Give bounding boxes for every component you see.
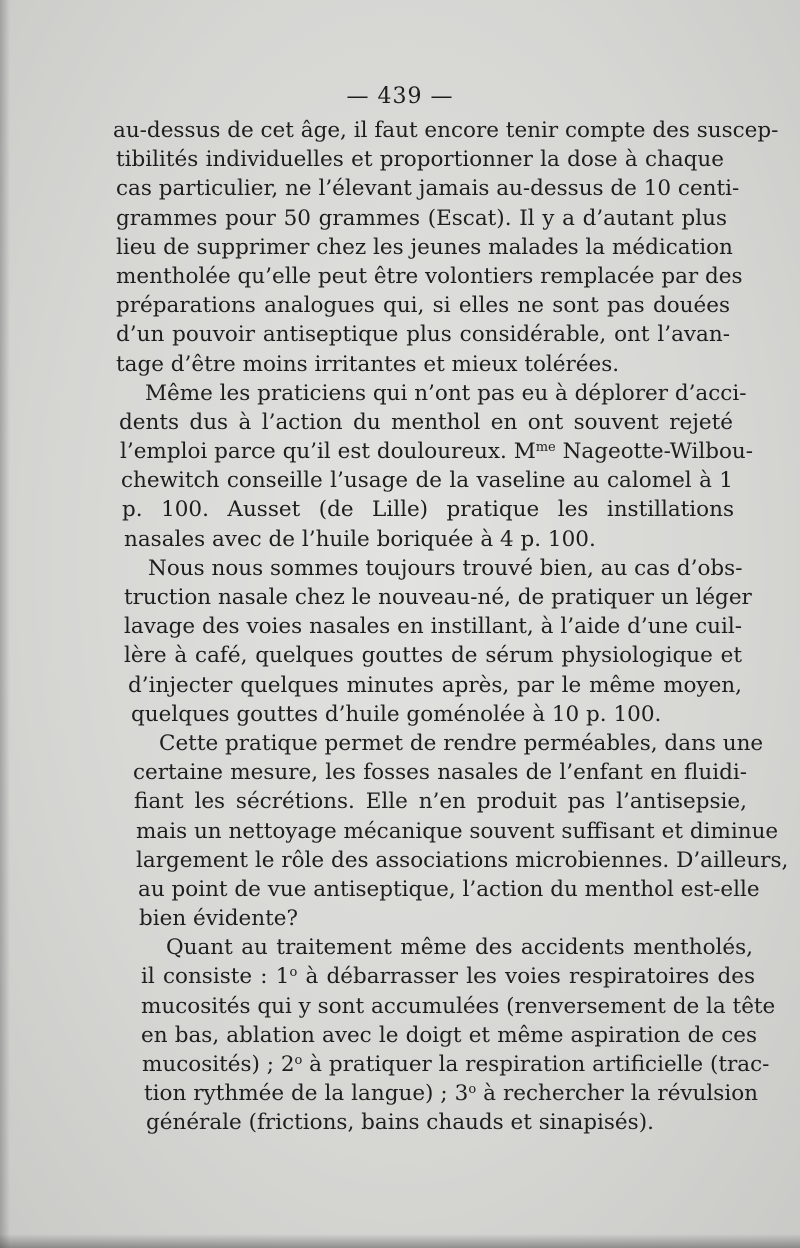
text-line: d’un pouvoir antiseptique plus considérable, ont l’avan- — [116, 322, 730, 348]
text-line: lieu de supprimer chez les jeunes malades la médication — [116, 234, 733, 260]
page-number: — 439 — — [346, 84, 454, 109]
text-line: générale (frictions, bains chauds et sinapisés). — [146, 1110, 654, 1136]
text-line: il consiste : 1$^o$ à débarrasser les voies respiratoires des — [141, 964, 755, 990]
text-line: préparations analogues qui, si elles ne sont pas douées — [116, 293, 730, 319]
text-line: quelques gouttes d’huile goménolée à 10 p. 100. — [131, 701, 662, 727]
text-line: cas particulier, ne l’élevant jamais au-dessus de 10 centi- — [116, 176, 740, 202]
text-line: p. 100. Ausset (de Lille) pratique les instillations — [122, 497, 734, 523]
text-line: chewitch conseille l’usage de la vaseline au calomel à 1 — [121, 468, 733, 494]
text-line: fiant les sécrétions. Elle n’en produit pas l’antisepsie, — [134, 789, 747, 815]
text-line: au-dessus de cet âge, il faut encore tenir compte des suscep- — [113, 118, 779, 143]
text-line: grammes pour 50 grammes (Escat). Il y a d’autant plus — [116, 205, 727, 231]
text-line: tibilités individuelles et proportionner la dose à chaque — [116, 147, 724, 173]
text-line: Nous nous sommes toujours trouvé bien, au cas d’obs- — [148, 555, 743, 581]
text-line: mucosités qui y sont accumulées (renversement de la tête — [141, 993, 776, 1019]
text-line: dents dus à l’action du menthol en ont souvent rejeté — [119, 409, 733, 435]
text-line: Même les praticiens qui n’ont pas eu à déplorer d’acci- — [145, 380, 747, 406]
text-line: largement le rôle des associations microbiennes. D’ailleurs, — [136, 847, 789, 873]
text-line: certaine mesure, les fosses nasales de l’enfant en fluidi- — [133, 760, 747, 786]
text-line: lère à café, quelques gouttes de sérum physiologique et — [124, 643, 742, 669]
text-line: tion rythmée de la langue) ; 3$^o$ à rechercher la révulsion — [144, 1081, 758, 1107]
text-line: lavage des voies nasales en instillant, à l’aide d’une cuil- — [124, 614, 742, 640]
text-line: nasales avec de l’huile boriquée à 4 p. 100. — [124, 526, 596, 552]
text-line: d’injecter quelques minutes après, par le même moyen, — [128, 672, 742, 698]
text-line: mucosités) ; 2$^o$ à pratiquer la respiration artificielle (trac- — [142, 1052, 770, 1077]
page-bottom-shadow — [0, 1234, 800, 1248]
text-line: mentholée qu’elle peut être volontiers remplacée par des — [116, 263, 743, 289]
text-line: truction nasale chez le nouveau-né, de pratiquer un léger — [124, 585, 752, 610]
text-line: tage d’être moins irritantes et mieux tolérées. — [116, 351, 620, 377]
text-line: en bas, ablation avec le doigt et même aspiration de ces — [141, 1022, 757, 1048]
text-line: bien évidente? — [139, 906, 299, 932]
body-text — [0, 116, 800, 1138]
text-line: au point de vue antiseptique, l’action du menthol est-elle — [138, 876, 760, 902]
text-line: l’emploi parce qu’il est douloureux. $M^{me}$ Nageotte-Wilbou- — [120, 439, 754, 465]
text-line: Cette pratique permet de rendre perméables, dans une — [159, 730, 764, 756]
text-line: mais un nettoyage mécanique souvent suffisant et diminue — [136, 818, 779, 844]
text-line: Quant au traitement même des accidents mentholés, — [166, 935, 753, 961]
